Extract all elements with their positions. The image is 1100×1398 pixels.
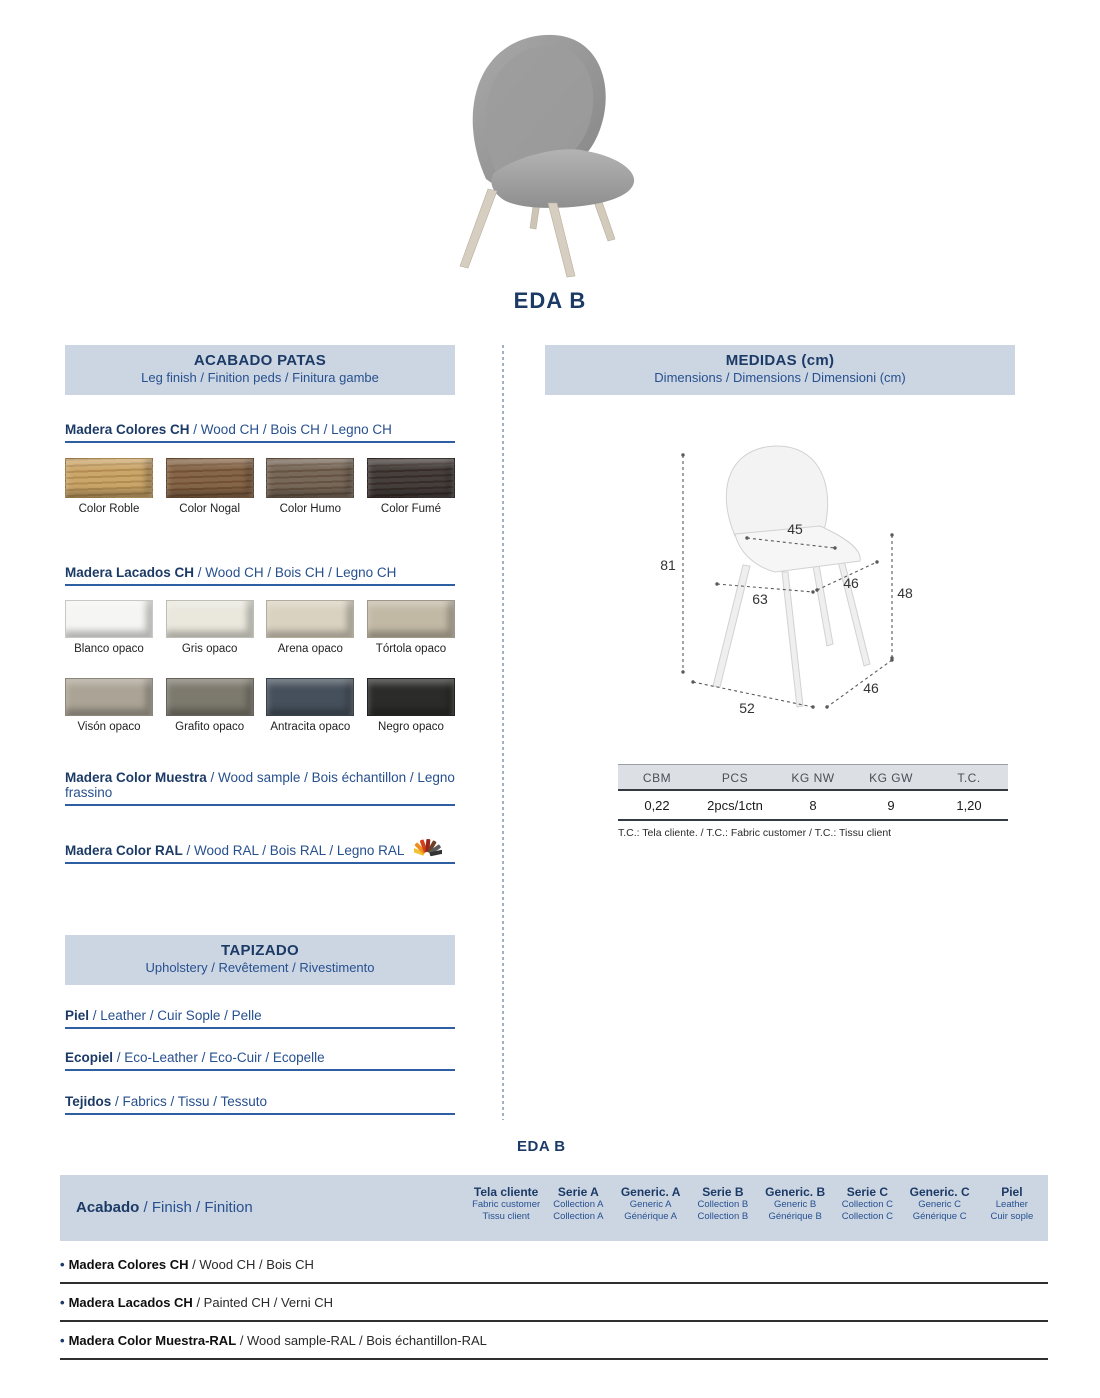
fabrics-heading: Tejidos / Fabrics / Tissu / Tessuto xyxy=(65,1094,455,1115)
swatch-blanco-opaco xyxy=(65,600,153,655)
swatch-label: Grafito opaco xyxy=(175,721,245,733)
lacquer-swatch xyxy=(65,600,153,638)
dimensions-header xyxy=(545,345,1015,395)
leg-finish-title: ACABADO PATAS xyxy=(193,352,327,369)
lacquer-swatch xyxy=(266,600,354,638)
wood-swatch-row xyxy=(65,458,455,515)
swatch-grafito-opaco xyxy=(166,678,254,733)
swatch-color-humo xyxy=(266,458,354,515)
dim-total-height: 81 xyxy=(660,557,676,573)
col-tc: T.C. xyxy=(957,771,981,785)
col-generic-b: Generic. B Generic B Générique B xyxy=(765,1185,826,1222)
dim-seat-height: 48 xyxy=(897,585,913,601)
swatch-label: Color Roble xyxy=(78,503,140,515)
leather-heading: Piel / Leather / Cuir Sople / Pelle xyxy=(65,1008,455,1029)
swatch-antracita-opaco xyxy=(266,678,354,733)
swatch-color-nogal xyxy=(166,458,254,515)
col-serie-b: Serie B Collection B Collection B xyxy=(697,1185,749,1222)
dimensions-subtitle: Dimensions / Dimensions / Dimensioni (cm) xyxy=(654,370,906,385)
wood-swatch xyxy=(266,458,354,498)
swatch-color-fume xyxy=(367,458,455,515)
swatch-label: Visón opaco xyxy=(77,721,141,733)
swatch-label: Antracita opaco xyxy=(270,721,351,733)
val-kg-nw: 8 xyxy=(809,798,817,813)
ral-color-fan-icon xyxy=(414,836,442,858)
leg-finish-header xyxy=(65,345,455,395)
wood-sample-heading: Madera Color Muestra / Wood sample / Bois échantillon / Legno frassino xyxy=(65,770,455,806)
val-cbm: 0,22 xyxy=(644,798,670,813)
swatch-label: Color Fumé xyxy=(380,503,441,515)
product-photo-chair xyxy=(400,5,700,290)
swatch-tortola-opaco xyxy=(367,600,455,655)
upholstery-subtitle: Upholstery / Revêtement / Rivestimento xyxy=(145,960,375,975)
col-pcs: PCS xyxy=(721,771,749,785)
col-serie-a: Serie A Collection A Collection A xyxy=(553,1185,604,1222)
lacquer-swatch xyxy=(367,600,455,638)
acabado-label: Acabado / Finish / Finition xyxy=(76,1199,253,1216)
finish-row-madera-lacados: • Madera Lacados CH / Painted CH / Verni CH xyxy=(60,1284,1048,1322)
bullet-icon: • xyxy=(60,1333,65,1348)
bullet-icon: • xyxy=(60,1295,65,1310)
swatch-label: Color Humo xyxy=(279,503,341,515)
dimensions-title: MEDIDAS (cm) xyxy=(725,352,835,369)
col-cbm: CBM xyxy=(642,771,672,785)
val-tc: 1,20 xyxy=(956,798,982,813)
lacquer-swatch xyxy=(367,678,455,716)
swatch-label: Blanco opaco xyxy=(74,643,144,655)
eco-leather-heading: Ecopiel / Eco-Leather / Eco-Cuir / Ecopelle xyxy=(65,1050,455,1071)
lacquer-swatch xyxy=(166,600,254,638)
swatch-gris-opaco xyxy=(166,600,254,655)
lacquer-swatch-row-2 xyxy=(65,678,455,733)
bullet-icon: • xyxy=(60,1257,65,1272)
col-kg-gw: KG GW xyxy=(869,771,913,785)
leg-finish-subtitle: Leg finish / Finition peds / Finitura gambe xyxy=(141,370,379,385)
col-generic-c: Generic. C Generic C Générique C xyxy=(909,1185,970,1222)
finish-table-header xyxy=(60,1175,1048,1241)
swatch-vison-opaco xyxy=(65,678,153,733)
swatch-label: Arena opaco xyxy=(277,643,343,655)
wood-colors-heading: Madera Colores CH / Wood CH / Bois CH / Legno CH xyxy=(65,422,455,443)
lacquer-colors-heading: Madera Lacados CH / Wood CH / Bois CH / Legno CH xyxy=(65,565,455,586)
swatch-label: Negro opaco xyxy=(378,721,444,733)
upholstery-header xyxy=(65,935,455,985)
finish-row-madera-muestra-ral: • Madera Color Muestra-RAL / Wood sample-RAL / Bois échantillon-RAL xyxy=(60,1322,1048,1360)
packing-table-header xyxy=(618,765,1008,791)
finish-row-madera-colores: • Madera Colores CH / Wood CH / Bois CH xyxy=(60,1246,1048,1284)
lacquer-swatch-row-1 xyxy=(65,600,455,655)
wood-swatch xyxy=(367,458,455,498)
tc-note: T.C.: Tela cliente. / T.C.: Fabric customer / T.C.: Tissu client xyxy=(618,827,892,839)
swatch-label: Tórtola opaco xyxy=(375,643,447,655)
dim-seat-width: 45 xyxy=(787,521,803,537)
val-pcs: 2pcs/1ctn xyxy=(707,798,763,813)
dim-seat-depth: 46 xyxy=(843,575,859,591)
page-title: EDA B xyxy=(513,288,587,313)
val-kg-gw: 9 xyxy=(887,798,895,813)
col-piel: Piel Leather Cuir sople xyxy=(990,1185,1034,1222)
packing-table-values xyxy=(618,791,1008,821)
col-serie-c: Serie C Collection C Collection C xyxy=(841,1185,893,1222)
wood-ral-heading: Madera Color RAL / Wood RAL / Bois RAL / Legno RAL xyxy=(65,836,455,864)
finish-table-columns xyxy=(470,1185,1048,1233)
dim-base-width: 52 xyxy=(739,700,755,716)
swatch-label: Color Nogal xyxy=(179,503,241,515)
upholstery-title: TAPIZADO xyxy=(221,942,299,959)
dim-base-depth: 46 xyxy=(863,680,879,696)
swatch-arena-opaco xyxy=(266,600,354,655)
col-tela-cliente: Tela cliente Fabric customer Tissu client xyxy=(472,1185,541,1222)
lacquer-swatch xyxy=(266,678,354,716)
finish-table-title: EDA B xyxy=(517,1138,566,1155)
packing-table xyxy=(618,764,1008,821)
swatch-color-roble xyxy=(65,458,153,515)
lacquer-swatch xyxy=(166,678,254,716)
wood-swatch xyxy=(65,458,153,498)
col-kg-nw: KG NW xyxy=(791,771,835,785)
swatch-negro-opaco xyxy=(367,678,455,733)
finish-table-rows xyxy=(60,1246,1048,1360)
wood-swatch xyxy=(166,458,254,498)
dimension-diagram xyxy=(635,430,955,750)
column-divider xyxy=(502,345,504,1120)
swatch-label: Gris opaco xyxy=(181,643,238,655)
lacquer-swatch xyxy=(65,678,153,716)
col-generic-a: Generic. A Generic A Générique A xyxy=(620,1185,681,1222)
dim-mid-width: 63 xyxy=(752,591,768,607)
